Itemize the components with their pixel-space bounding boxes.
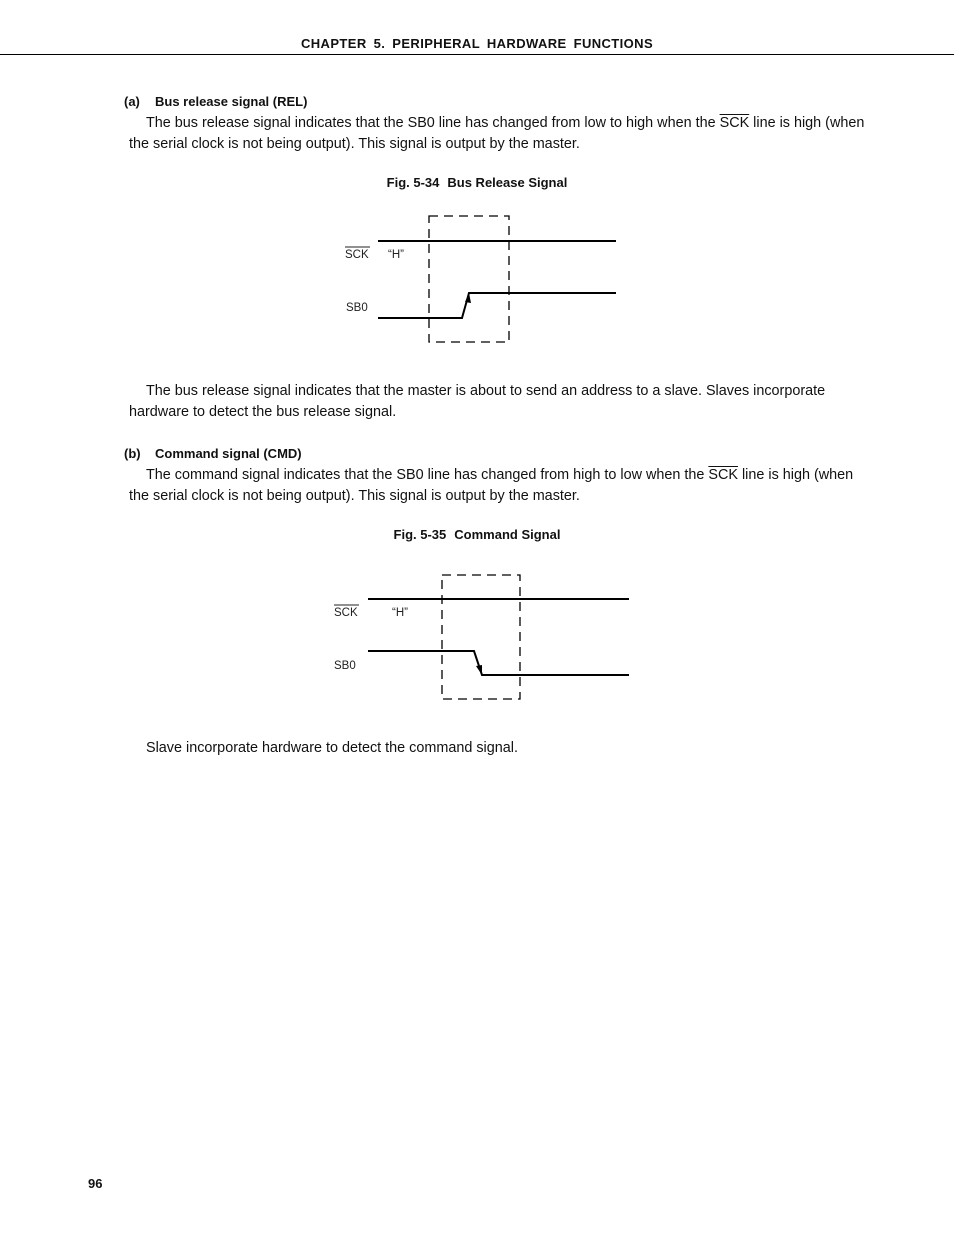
section-b-heading (124, 446, 302, 461)
fig-5-34-caption (0, 175, 954, 190)
sck-signal-name: $\overline{SCK}$ (719, 115, 750, 131)
section-a-label: (a) (124, 94, 140, 109)
section-a-title: Bus release signal (REL) (155, 94, 308, 109)
section-a-para1-text: The bus release signal indicates that the SB0 line has changed from low to high when the (146, 115, 720, 131)
chapter-header: CHAPTER 5. PERIPHERAL HARDWARE FUNCTIONS (300, 36, 654, 51)
fig-5-34-title: Bus Release Signal (447, 175, 568, 190)
sb0-rising-waveform (378, 293, 616, 318)
fig-5-35-number: Fig. 5-35 (393, 527, 447, 542)
falling-edge-arrow (476, 665, 482, 675)
sck-label: SCK (345, 249, 369, 261)
fig-5-35-title: Command Signal (454, 527, 561, 542)
sck-label: SCK (334, 607, 358, 619)
bus-release-timing-diagram (0, 205, 954, 350)
section-b-para1-text: The command signal indicates that the SB0 line has changed from high to low when the (146, 467, 709, 483)
sb0-label: SB0 (334, 660, 356, 672)
section-b-para1-text-cont: line is high (when the serial clock is not being output). This signal is output by the master. (129, 467, 854, 504)
h-level-label: “H” (392, 607, 408, 619)
sck-signal-name: $\overline{SCK}$ (708, 467, 738, 483)
sb0-label: SB0 (346, 302, 368, 314)
section-b-paragraph-2: Slave incorporate hardware to detect the command signal. (146, 740, 518, 756)
fig-5-35-caption (0, 527, 954, 542)
section-b-paragraph-1 (129, 465, 869, 507)
section-a-para1-text-cont: line is high (when the serial clock is not being output). This signal is output by the master. (129, 115, 865, 152)
section-b-title: Command signal (CMD) (155, 446, 302, 461)
fig-5-34-number: Fig. 5-34 (386, 175, 440, 190)
page-number: 96 (88, 1176, 103, 1191)
section-a-heading (124, 94, 307, 109)
section-a-paragraph-1 (129, 113, 869, 155)
h-level-label: “H” (388, 249, 404, 261)
detection-window-frame (429, 216, 509, 342)
section-b-label: (b) (124, 446, 141, 461)
detection-window-frame (442, 575, 520, 699)
header-rule (0, 54, 954, 55)
section-a-paragraph-2: The bus release signal indicates that the master is about to send an address to a slave. Slaves incorporate hardware to detect the bus release signal. (129, 383, 826, 420)
command-timing-diagram (0, 565, 954, 710)
sb0-falling-waveform (368, 651, 629, 675)
